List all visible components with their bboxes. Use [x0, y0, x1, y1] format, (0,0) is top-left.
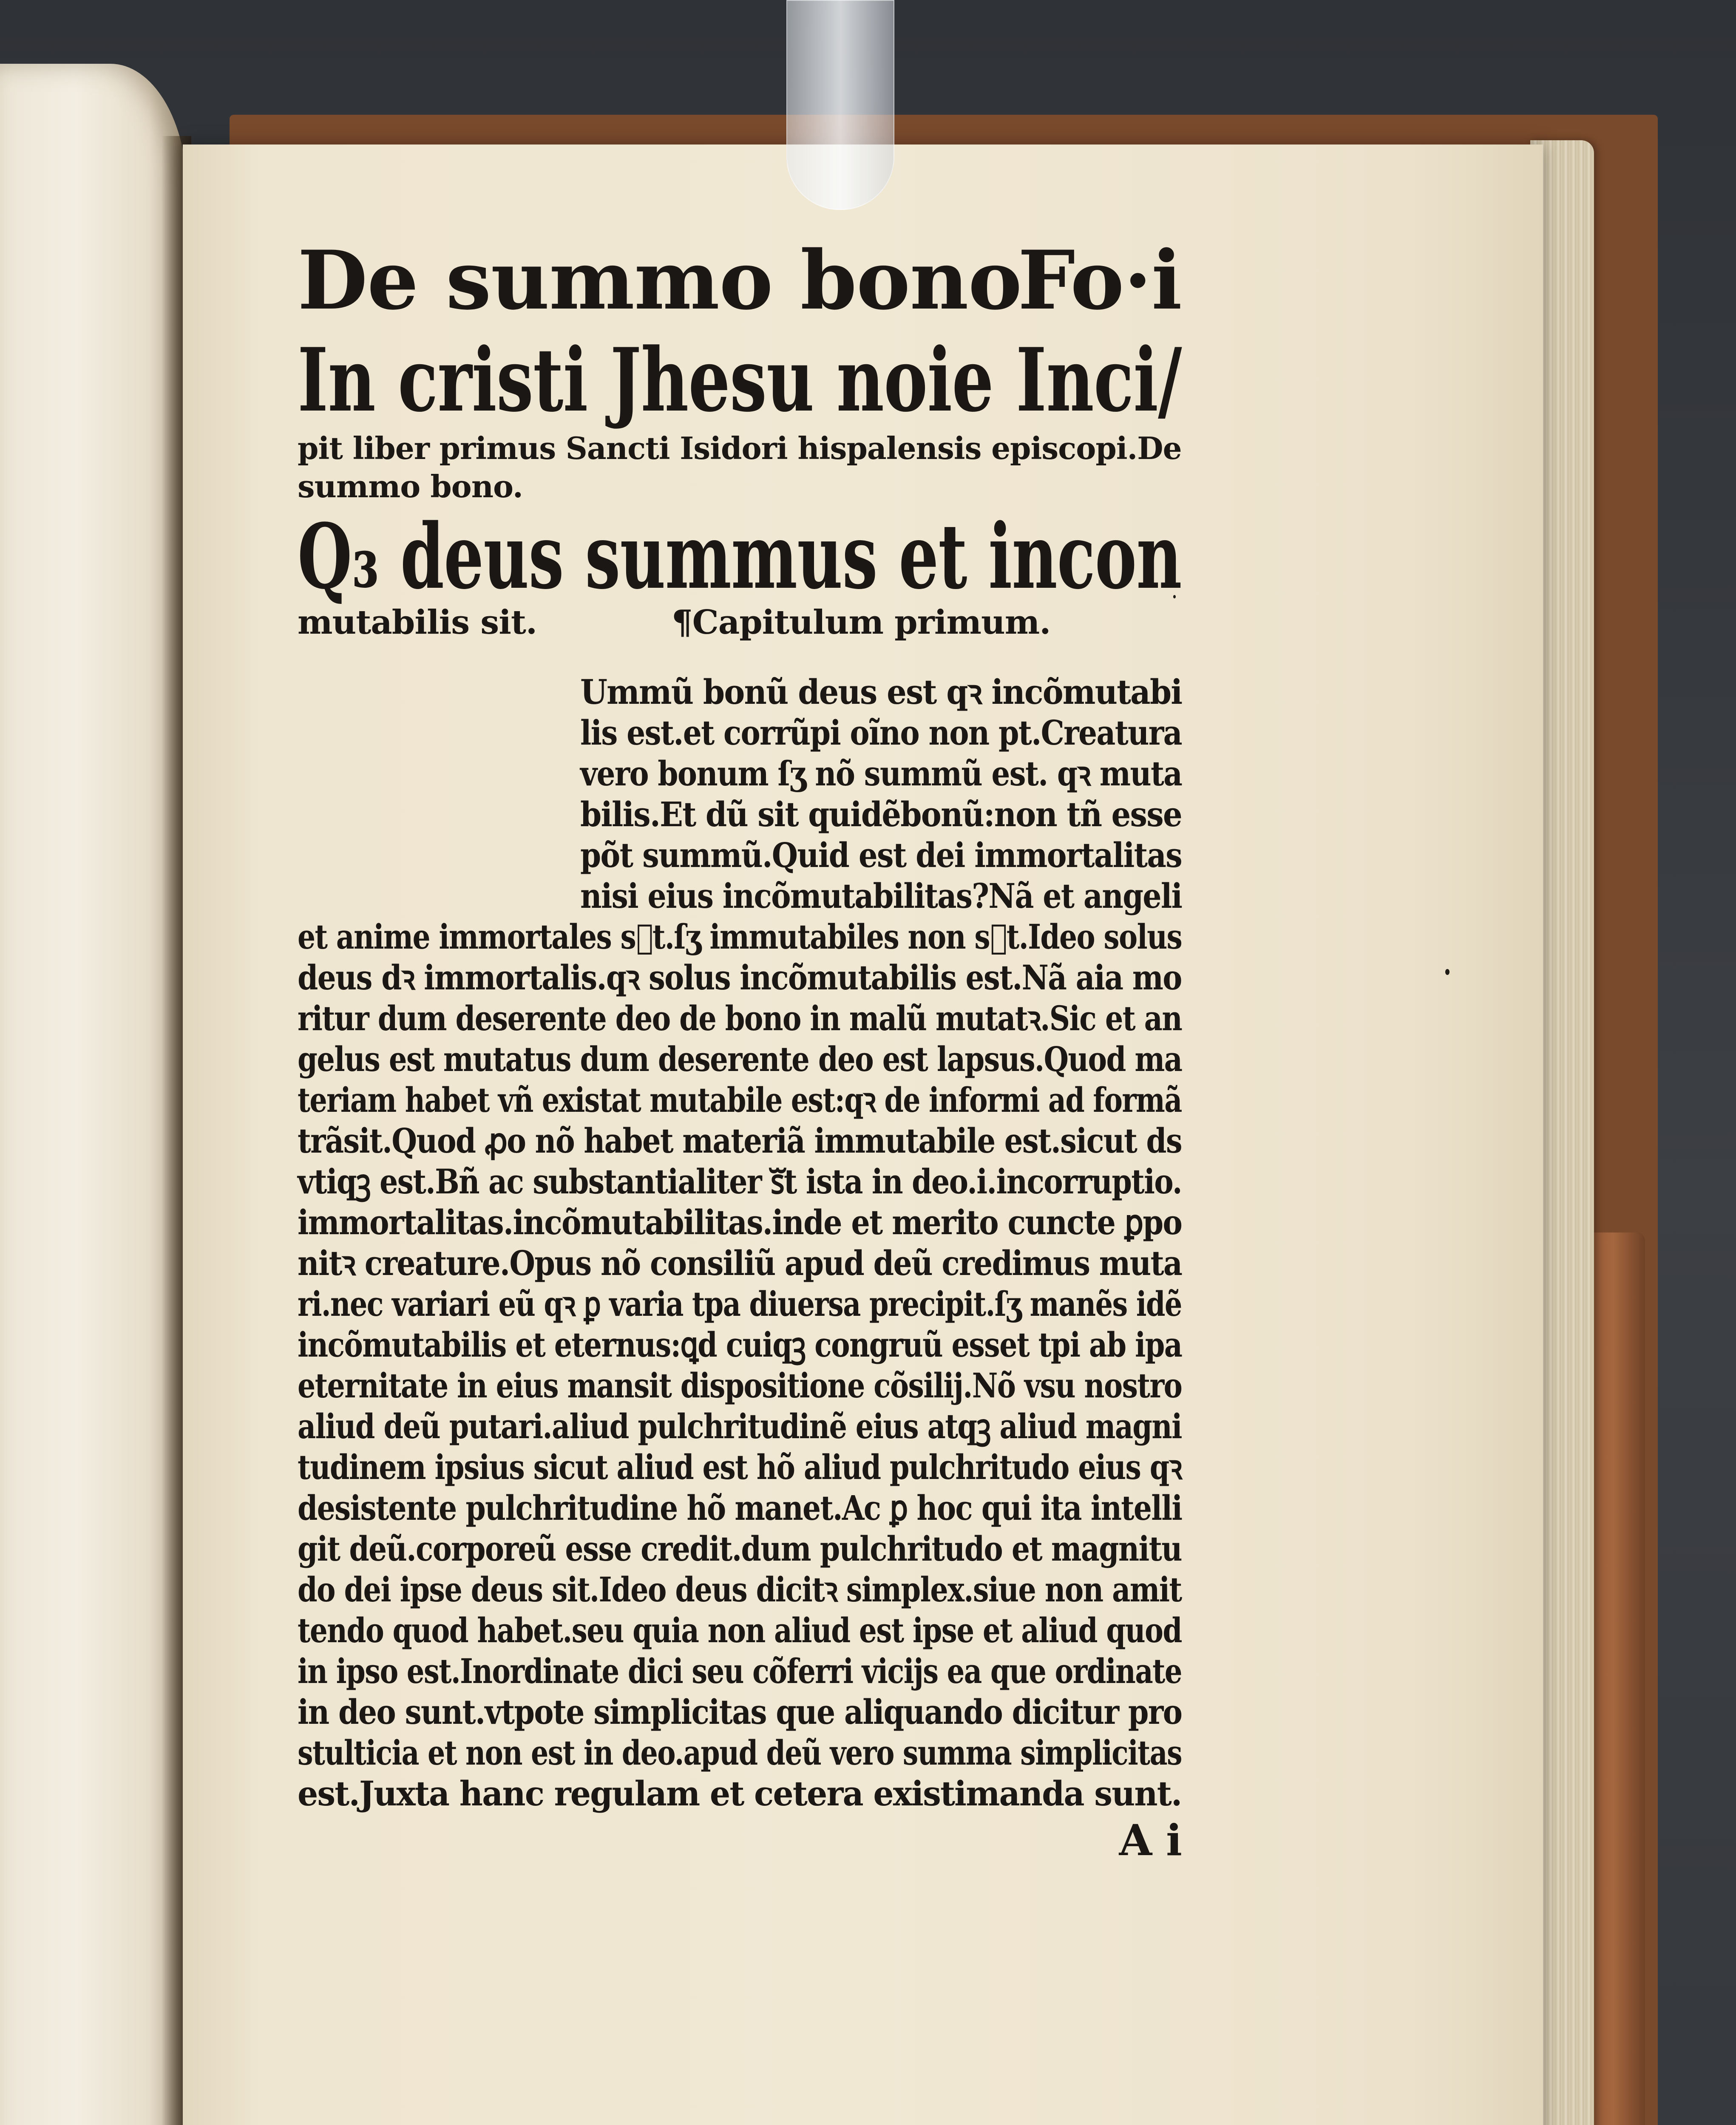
- body-line: gelus est mutatus dum deserente deo est lapsus.Quod ma: [298, 1039, 1182, 1079]
- body-line: est.Juxta hanc regulam et cetera existimanda sunt.: [298, 1774, 1182, 1813]
- book-clip-top: [786, 0, 894, 210]
- body-line: ritur dum deserente deo de bono in malũ mutatꝛ.Sic et an: [298, 998, 1182, 1038]
- body-line: desistente pulchritudine hõ manet.Ac ꝑ hoc qui ita intelli: [298, 1488, 1182, 1528]
- body-line: tendo quod habet.seu quia non aliud est ipse et aliud quod: [298, 1610, 1182, 1650]
- folio-number: Fo·i: [1018, 233, 1182, 328]
- body-line: tudinem ipsius sicut aliud est hõ aliud pulchritudo eius qꝛ: [298, 1447, 1182, 1487]
- chapter-heading-continued: mutabilis sit.: [298, 603, 537, 642]
- body-line: in deo sunt.vtpote simplicitas que aliquando dicitur pro: [298, 1692, 1182, 1732]
- body-line: incõmutabilis et eternus:ꝗd cuiqꝫ congruũ esset tpi ab ipa: [298, 1325, 1182, 1365]
- signature-mark: A i: [1119, 1815, 1182, 1865]
- body-line: nitꝛ creature.Opus nõ consiliũ apud deũ credimus muta: [298, 1243, 1182, 1283]
- running-head-title: De summo bono: [298, 233, 1022, 328]
- body-line: teriam habet vñ existat mutabile est:qꝛ de informi ad formã: [298, 1080, 1182, 1120]
- body-line: bilis.Et dũ sit quidẽbonũ:non tñ esse: [580, 794, 1182, 834]
- chapter-label: ¶Capitulum primum.: [672, 603, 1051, 642]
- page-speck: [1445, 969, 1450, 975]
- body-line: aliud deũ putari.aliud pulchritudinẽ eius atqꝫ aliud magni: [298, 1406, 1182, 1446]
- body-line: nisi eius incõmutabilitas?Nã et angeli: [580, 876, 1182, 916]
- body-line: deus dꝛ immortalis.qꝛ solus incõmutabilis est.Nã aia mo: [298, 958, 1182, 997]
- body-line: vtiqꝫ est.Bñ ac substantialiter sᷓt ista in deo.i.incorruptio.: [298, 1162, 1182, 1201]
- body-line: Ummũ bonũ deus est qꝛ incõmutabi: [580, 672, 1182, 712]
- body-line: lis est.et corrũpi oĩno non pt.Creatura: [580, 713, 1182, 753]
- body-line: et anime immortales sᷓt.ſʒ immutabiles non sᷓt.Ideo solus: [298, 917, 1182, 957]
- body-line: git deũ.corporeũ esse credit.dum pulchritudo et magnitu: [298, 1529, 1182, 1569]
- body-line: stulticia et non est in deo.apud deũ vero summa simplicitas: [298, 1733, 1182, 1773]
- body-line: eternitate in eius mansit dispositione cõsilij.Nõ vsu nostro: [298, 1366, 1182, 1405]
- incipit-line: pit liber primus Sancti Isidori hispalensis episcopi.De: [298, 430, 1182, 466]
- left-page: [0, 64, 187, 2125]
- body-line: immortalitas.incõmutabilitas.inde et merito cuncte ꝑpo: [298, 1202, 1182, 1242]
- body-line: ri.nec variari eũ qꝛ ꝑ varia tpa diuersa precipit.ſʒ manẽs idẽ: [298, 1284, 1182, 1324]
- body-line: trãsit.Quod ꝓo nõ habet materiã immutabile est.sicut ds: [298, 1121, 1182, 1161]
- body-line: in ipso est.Inordinate dici seu cõferri vicijs ea que ordinate: [298, 1651, 1182, 1691]
- body-line: põt summũ.Quid est dei immortalitas: [580, 835, 1182, 875]
- incipit-line: summo bono.: [298, 468, 523, 504]
- incipit-heading: In cristi Jhesu noie Inci/: [298, 329, 1182, 431]
- body-line: do dei ipse deus sit.Ideo deus dicitꝛ simplex.siue non amit: [298, 1570, 1182, 1609]
- body-line: vero bonum ſʒ nõ summũ est. qꝛ muta: [580, 754, 1182, 793]
- chapter-heading: Q₃ deus summus et incon: [298, 504, 1182, 609]
